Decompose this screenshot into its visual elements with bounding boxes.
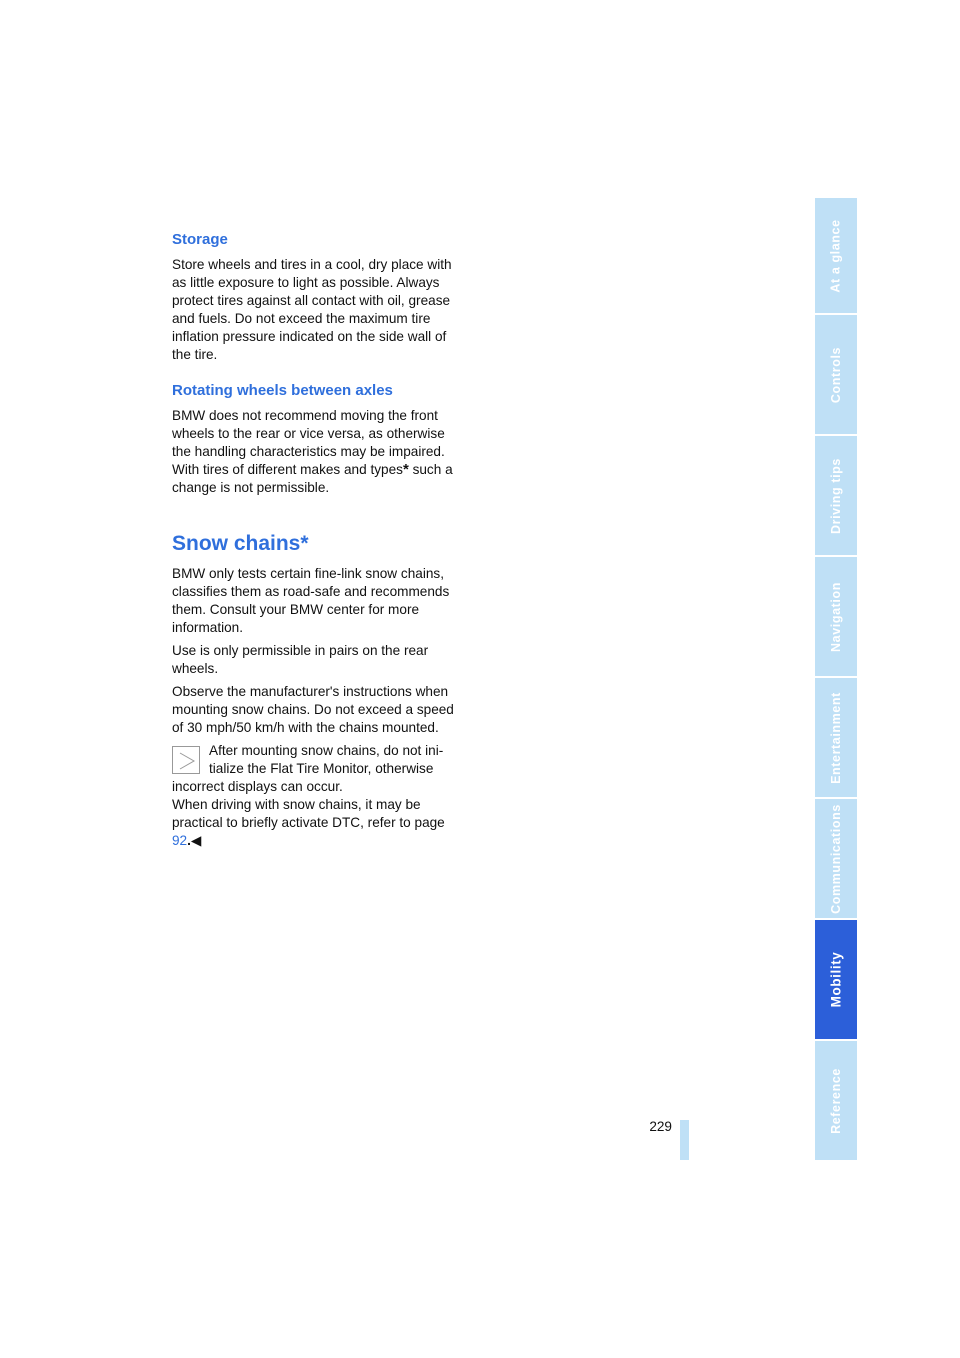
snow-paragraph-2: Use is only permissible in pairs on the rear wheels.: [172, 643, 429, 676]
rotating-text: BMW does not recommend moving the front wheels to the rear or vice versa, as otherwise the handling characteristics may be impaired. With tires of different makes and types* such a change is not permissible.: [172, 408, 453, 495]
asterisk-icon: *: [402, 461, 409, 478]
tab-mobility[interactable]: Mobility: [815, 920, 857, 1039]
snow-chains-heading: Snow chains*: [172, 532, 309, 555]
tab-driving-tips[interactable]: Driving tips: [815, 436, 857, 555]
rotating-heading: Rotating wheels between axles: [172, 382, 393, 399]
page-number-bar: [680, 1120, 689, 1160]
note-line-2: tialize the Flat Tire Monitor, otherwise: [209, 761, 434, 776]
tab-reference[interactable]: Reference: [815, 1041, 857, 1160]
tab-entertainment[interactable]: Entertainment: [815, 678, 857, 797]
note-triangle-icon: [172, 746, 200, 774]
page-number: 229: [649, 1119, 672, 1134]
tab-communications[interactable]: Communications: [815, 799, 857, 918]
snow-paragraph-3: Observe the manufacturer's instructions when mounting snow chains. Do not exceed a speed of 30 mph/50 km/h with the chains mounted.: [172, 684, 454, 735]
tab-navigation[interactable]: Navigation: [815, 557, 857, 676]
storage-text: Store wheels and tires in a cool, dry place with as little exposure to light as possible. Always protect tires against all contact with oil, grease and fuels. Do not exceed the maximum tire inflation pressure indicated on the side wall of the tire.: [172, 257, 452, 362]
chapter-tabs: [815, 198, 857, 1160]
note-line-1: After mounting snow chains, do not ini-: [209, 743, 444, 758]
snow-paragraph-1: BMW only tests certain fine-link snow chains, classifies them as road-safe and recommends them. Consult your BMW center for more information.: [172, 566, 450, 635]
tab-at-a-glance[interactable]: At a glance: [815, 198, 857, 313]
main-content: [172, 230, 464, 850]
tab-controls[interactable]: Controls: [815, 315, 857, 434]
storage-heading: Storage: [172, 231, 228, 248]
note-line-3: incorrect displays can occur.: [172, 779, 343, 794]
note-block: [172, 742, 464, 850]
note-dtc: When driving with snow chains, it may be practical to briefly activate DTC, refer to page 92.◀: [172, 797, 445, 848]
page-link[interactable]: 92: [172, 833, 188, 848]
